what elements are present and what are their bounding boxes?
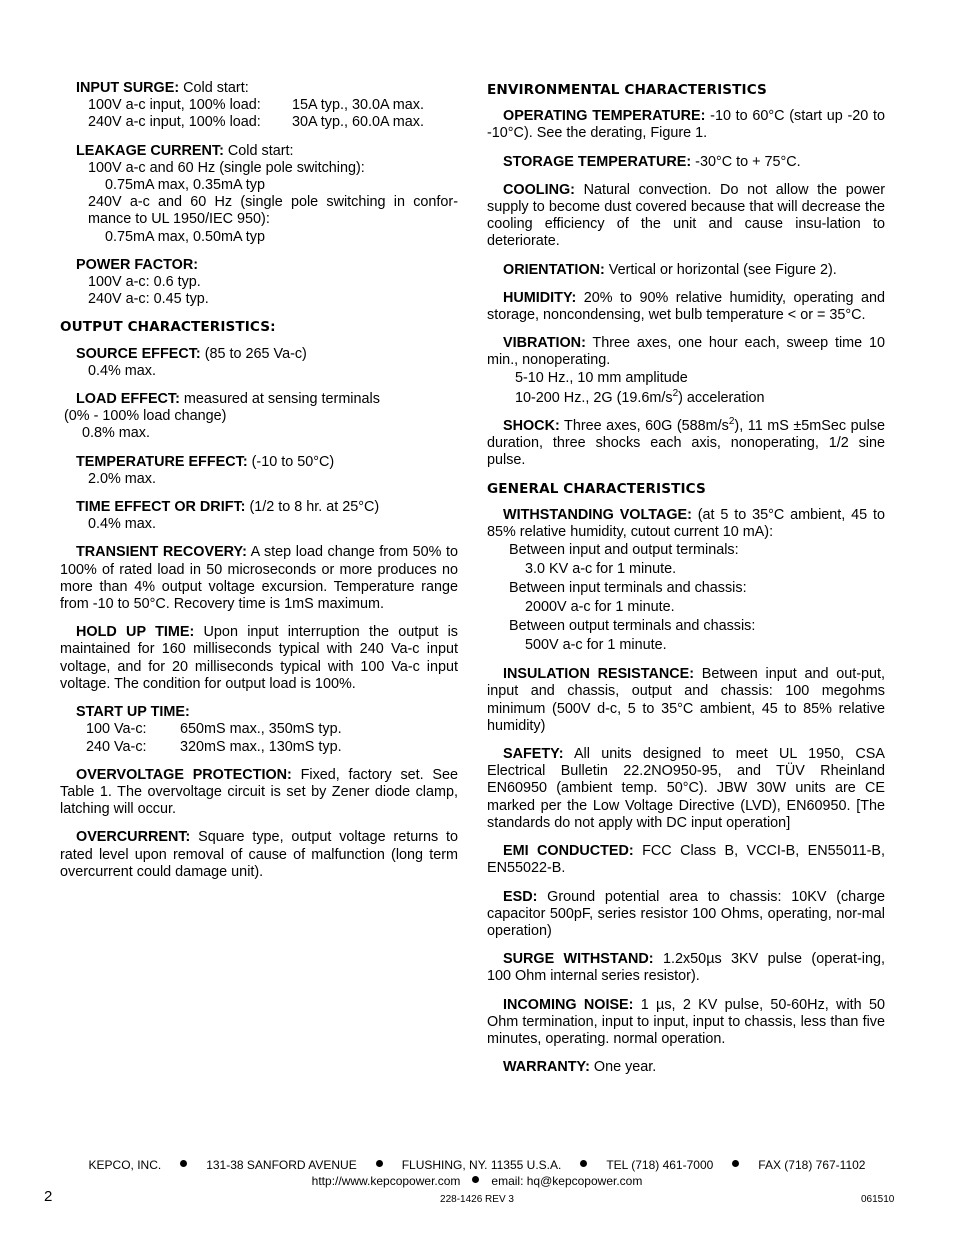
spec-line: 2000V a-c for 1 minute. xyxy=(525,599,675,616)
spec-label: WITHSTANDING VOLTAGE: xyxy=(503,506,692,523)
spec-line: ) acceleration xyxy=(678,389,765,406)
spec-text: 1 µs, 2 KV pulse, 50-60Hz, with 50 Ohm termination, input to input, input to chassis, less than five minutes, operating. normal operation. xyxy=(487,996,885,1047)
spec-text: (1/2 to 8 hr. at 25°C) xyxy=(245,499,380,516)
spec-text: Three axes, one hour each, sweep time 10 min., nonoperating. xyxy=(487,335,885,369)
leakage-current-spec xyxy=(60,143,458,246)
spec-line: 2.0% max. xyxy=(88,470,156,487)
spec-line: Between input terminals and chassis: xyxy=(509,580,747,597)
orientation-spec xyxy=(487,262,885,279)
spec-text: Natural convection. Do not allow the power supply to become dust covered because that will decrease the cooling efficiency of the unit and cause insu-lation to deteriorate. xyxy=(487,181,885,250)
right-column xyxy=(487,80,885,1087)
spec-cell: 15A typ., 30.0A max. xyxy=(292,97,424,114)
document-id: 228-1426 REV 3 xyxy=(440,1194,514,1205)
spec-text: measured at sensing terminals xyxy=(179,391,380,408)
spec-text: Ground potential area to chassis: 10KV (charge capacitor 500pF, series resistor 100 Ohms, operating, nor-mal operation) xyxy=(487,888,885,939)
bullet-icon xyxy=(580,1160,587,1167)
spec-text: Cold start: xyxy=(179,80,249,96)
spec-label: SHOCK: xyxy=(503,418,560,435)
spec-label: HOLD UP TIME: xyxy=(76,624,195,641)
humidity-spec xyxy=(487,290,885,324)
spec-label: INCOMING NOISE: xyxy=(503,996,634,1013)
spec-cell: 30A typ., 60.0A max. xyxy=(292,114,424,131)
spec-label: OVERCURRENT: xyxy=(76,829,191,846)
spec-line: 100V a-c: 0.6 typ. xyxy=(88,274,201,291)
power-factor-spec xyxy=(60,257,458,309)
superscript: 2 xyxy=(672,388,679,400)
spec-label: TRANSIENT RECOVERY: xyxy=(76,544,247,561)
spec-line: 0.75mA max, 0.50mA typ xyxy=(105,228,265,245)
spec-label: POWER FACTOR: xyxy=(76,256,199,273)
spec-label: LEAKAGE CURRENT: xyxy=(76,142,224,159)
spec-text: All units designed to meet UL 1950, CSA Electrical Bulletin 22.2NO950-95, and TÜV Rheinland EN60950 (ambient temp. 50°C). JBW 30W units are CE marked per the Low Voltage Directive (LVD), EN60950. [The standards do not apply with DC input operation] xyxy=(487,746,885,831)
spec-text: Three axes, 60G (588m/s xyxy=(559,418,729,435)
spec-line: 0.4% max. xyxy=(88,516,156,533)
date-code: 061510 xyxy=(861,1194,895,1205)
load-effect-spec xyxy=(60,391,458,443)
start-up-time-spec xyxy=(60,704,458,756)
spec-text: Cold start: xyxy=(223,142,294,159)
spec-line: 0.8% max. xyxy=(82,425,150,442)
spec-label: TEMPERATURE EFFECT: xyxy=(76,453,248,470)
spec-cell: 240V a-c input, 100% load: xyxy=(88,114,261,131)
spec-text: A step load change from 50% to 100% of rated load in 50 microseconds or more produces no more than 4% output voltage excursion. Temperature range from -10 to 50°C. Recovery time is 1mS maximum. xyxy=(60,544,458,613)
spec-label: TIME EFFECT OR DRIFT: xyxy=(76,499,246,516)
spec-text: Square type, output voltage returns to rated level upon removal of cause of malfunction (long term overcurrent could damage unit). xyxy=(60,829,458,880)
incoming-noise-spec xyxy=(487,997,885,1049)
spec-label: VIBRATION: xyxy=(503,335,586,352)
safety-spec xyxy=(487,746,885,832)
spec-text: (85 to 265 Va-c) xyxy=(200,345,307,362)
footer-tel: TEL (718) 461-7000 xyxy=(606,1158,714,1172)
footer-fax: FAX (718) 767-1102 xyxy=(758,1158,866,1172)
spec-cell: 100V a-c input, 100% load: xyxy=(88,97,261,114)
spec-line: 10-200 Hz., 2G (19.6m/s xyxy=(515,389,673,406)
spec-label: ORIENTATION: xyxy=(503,261,605,278)
page-number: 2 xyxy=(44,1188,53,1205)
spec-label: COOLING: xyxy=(503,181,575,198)
spec-line: 5-10 Hz., 10 mm amplitude xyxy=(515,369,688,386)
spec-label: STORAGE TEMPERATURE: xyxy=(503,153,692,170)
cooling-spec xyxy=(487,182,885,251)
footer-company: KEPCO, INC. xyxy=(88,1158,162,1172)
source-effect-spec xyxy=(60,346,458,380)
spec-cell: 100 Va-c: xyxy=(86,721,147,738)
temperature-effect-spec xyxy=(60,454,458,488)
spec-line: 0.75mA max, 0.35mA typ xyxy=(105,177,265,194)
bullet-icon xyxy=(732,1160,739,1167)
spec-text: 1.2x50µs 3KV pulse (operat-ing, 100 Ohm internal series resistor). xyxy=(487,951,885,985)
spec-label: INSULATION RESISTANCE: xyxy=(503,666,695,683)
left-column xyxy=(60,80,458,892)
spec-line: Between output terminals and chassis: xyxy=(509,618,756,635)
spec-line: Between input and output terminals: xyxy=(509,542,739,559)
spec-text: -10 to 60°C (start up -20 to -10°C). See the derating, Figure 1. xyxy=(487,108,885,142)
spec-text: 20% to 90% relative humidity, operating and storage, noncondensing, wet bulb temperature < or = 35°C. xyxy=(487,289,885,324)
overvoltage-protection-spec xyxy=(60,767,458,819)
spec-line: 0.4% max. xyxy=(88,362,156,379)
spec-label: OVERVOLTAGE PROTECTION: xyxy=(76,766,292,783)
spec-line: 240V a-c and 60 Hz (single pole switching in confor- xyxy=(88,194,458,211)
footer-address: 131-38 SANFORD AVENUE xyxy=(206,1158,357,1172)
section-heading-output: OUTPUT CHARACTERISTICS: xyxy=(60,319,276,336)
input-surge-spec xyxy=(60,80,458,132)
spec-label: HUMIDITY: xyxy=(503,289,577,306)
emi-conducted-spec xyxy=(487,843,885,877)
spec-line: (0% - 100% load change) xyxy=(64,408,227,425)
footer-website-link[interactable]: http://www.kepcopower.com xyxy=(311,1174,461,1188)
spec-text: One year. xyxy=(589,1059,657,1076)
surge-withstand-spec xyxy=(487,951,885,985)
footer-city: FLUSHING, NY. 11355 U.S.A. xyxy=(401,1158,562,1172)
spec-line: 3.0 KV a-c for 1 minute. xyxy=(525,561,677,578)
spec-line: mance to UL 1950/IEC 950): xyxy=(88,211,270,228)
insulation-resistance-spec xyxy=(487,666,885,735)
spec-text: Upon input interruption the output is maintained for 160 milliseconds typical with 240 Va-c input voltage, and for 20 milliseconds typical with 100 Va-c input voltage. The condition for output load is 100%. xyxy=(60,624,458,692)
section-heading-environmental: ENVIRONMENTAL CHARACTERISTICS xyxy=(487,82,767,98)
superscript: 2 xyxy=(728,416,735,428)
spec-text: (-10 to 50°C) xyxy=(247,453,335,470)
spec-label: SOURCE EFFECT: xyxy=(76,345,201,362)
spec-label: SURGE WITHSTAND: xyxy=(503,951,654,968)
transient-recovery-spec xyxy=(60,544,458,613)
vibration-spec xyxy=(487,335,885,407)
spec-text: -30°C to + 75°C. xyxy=(691,153,801,170)
storage-temperature-spec xyxy=(487,154,885,171)
spec-text: Vertical or horizontal (see Figure 2). xyxy=(604,261,837,278)
spec-line: 240V a-c: 0.45 typ. xyxy=(88,291,209,308)
spec-label: EMI CONDUCTED: xyxy=(503,843,634,860)
overcurrent-spec xyxy=(60,829,458,881)
warranty-spec xyxy=(487,1059,885,1076)
spec-label: LOAD EFFECT: xyxy=(76,391,180,408)
spec-label: WARRANTY: xyxy=(503,1059,590,1076)
spec-label: START UP TIME: xyxy=(76,704,190,721)
spec-line: 500V a-c for 1 minute. xyxy=(525,637,667,654)
footer-address-line xyxy=(0,1157,954,1174)
spec-label: INPUT SURGE: xyxy=(76,80,180,96)
hold-up-time-spec xyxy=(60,624,458,693)
spec-text: (at 5 to 35°C ambient, 45 to 85% relative humidity, cutout current 10 mA): xyxy=(487,506,885,541)
spec-label: SAFETY: xyxy=(503,746,564,763)
spec-text: ), 11 mS ±5mSec pulse duration, three shocks each axis, nonoperating, 1/2 sine pulse. xyxy=(487,418,885,469)
time-effect-spec xyxy=(60,499,458,533)
spec-cell: 320mS max., 130mS typ. xyxy=(180,738,342,755)
footer-contact-line xyxy=(0,1173,954,1190)
spec-label: ESD: xyxy=(503,888,538,905)
esd-spec xyxy=(487,889,885,941)
shock-spec xyxy=(487,418,885,470)
operating-temperature-spec xyxy=(487,108,885,142)
spec-text: FCC Class B, VCCI-B, EN55011-B, EN55022-B. xyxy=(487,843,885,877)
section-heading-general: GENERAL CHARACTERISTICS xyxy=(487,480,706,497)
spec-cell: 240 Va-c: xyxy=(86,738,147,755)
spec-label: OPERATING TEMPERATURE: xyxy=(503,108,706,125)
bullet-icon xyxy=(180,1160,187,1167)
spec-cell: 650mS max., 350mS typ. xyxy=(180,721,342,738)
spec-text: Fixed, factory set. See Table 1. The overvoltage circuit is set by Zener diode clamp, latching will occur. xyxy=(60,766,458,818)
bullet-icon xyxy=(376,1160,383,1167)
spec-text: Between input and out-put, input and chassis, output and chassis: 100 megohms minimum (500V d-c, 5 to 35°C ambient, 45 to 85% relative humidity) xyxy=(487,666,885,734)
footer-email-link[interactable]: email: hq@kepcopower.com xyxy=(491,1174,643,1188)
bullet-icon xyxy=(472,1176,479,1183)
spec-line: 100V a-c and 60 Hz (single pole switching): xyxy=(88,159,365,176)
withstanding-voltage-spec xyxy=(487,507,885,655)
